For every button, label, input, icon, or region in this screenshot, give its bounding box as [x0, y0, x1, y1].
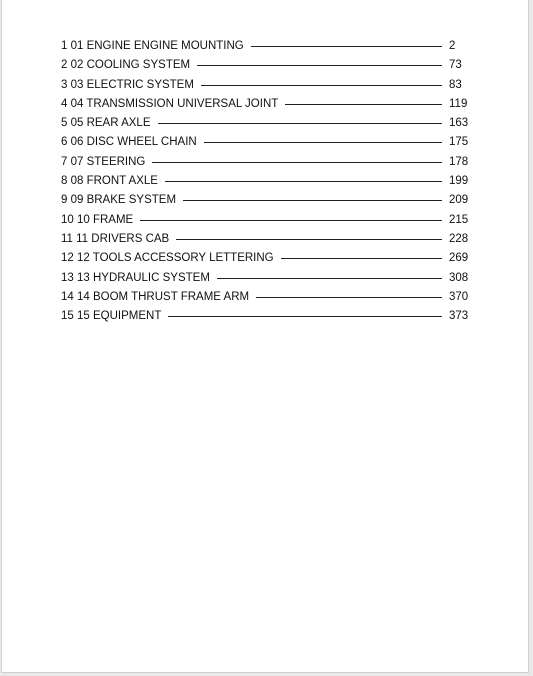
toc-entry-title: 8 08 FRONT AXLE [61, 175, 158, 188]
toc-leader-line [165, 181, 442, 182]
toc-leader-line [251, 46, 442, 47]
toc-entry-title: 3 03 ELECTRIC SYSTEM [61, 78, 194, 91]
toc-leader-line [183, 200, 442, 201]
toc-entry-cooling[interactable] [61, 59, 471, 78]
document-page [1, 0, 529, 673]
toc-leader-line [176, 239, 442, 240]
toc-entry-equipment[interactable] [61, 310, 471, 329]
toc-entry-brake[interactable] [61, 194, 471, 213]
toc-leader-line [197, 65, 442, 66]
table-of-contents [61, 40, 471, 329]
toc-leader-line [204, 142, 442, 143]
toc-leader-line [217, 278, 442, 279]
toc-entry-page: 215 [449, 213, 469, 226]
toc-entry-hydraulic[interactable] [61, 272, 471, 291]
toc-entry-boom[interactable] [61, 291, 471, 310]
toc-entry-page: 73 [449, 59, 462, 72]
toc-entry-page: 163 [449, 117, 469, 130]
toc-leader-line [152, 162, 442, 163]
toc-entry-drivers-cab[interactable] [61, 233, 471, 252]
toc-entry-page: 83 [449, 78, 462, 91]
toc-leader-line [256, 297, 442, 298]
toc-entry-title: 4 04 TRANSMISSION UNIVERSAL JOINT [61, 97, 279, 110]
toc-entry-page: 228 [449, 232, 469, 245]
toc-entry-title: 2 02 COOLING SYSTEM [61, 59, 191, 72]
toc-entry-title: 9 09 BRAKE SYSTEM [61, 194, 177, 207]
toc-entry-page: 2 [449, 40, 456, 52]
toc-entry-title: 5 05 REAR AXLE [61, 117, 151, 130]
toc-entry-title: 6 06 DISC WHEEL CHAIN [61, 136, 197, 149]
toc-entry-page: 308 [449, 271, 469, 284]
toc-entry-page: 370 [449, 290, 469, 303]
toc-entry-page: 178 [449, 155, 469, 168]
toc-entry-steering[interactable] [61, 156, 471, 175]
toc-entry-page: 175 [449, 136, 469, 149]
toc-entry-engine[interactable] [61, 40, 471, 59]
toc-entry-title: 10 10 FRAME [61, 213, 134, 226]
toc-entry-page: 119 [449, 97, 468, 110]
toc-leader-line [281, 258, 442, 259]
toc-leader-line [201, 85, 442, 86]
toc-entry-title: 7 07 STEERING [61, 155, 146, 168]
toc-entry-frame[interactable] [61, 214, 471, 233]
toc-leader-line [168, 316, 442, 317]
toc-entry-tools[interactable] [61, 252, 471, 271]
toc-entry-disc-wheel[interactable] [61, 136, 471, 155]
toc-entry-title: 11 11 DRIVERS CAB [61, 232, 170, 245]
toc-entry-rear-axle[interactable] [61, 117, 471, 136]
toc-entry-title: 13 13 HYDRAULIC SYSTEM [61, 271, 210, 284]
toc-entry-electric[interactable] [61, 79, 471, 98]
toc-entry-page: 209 [449, 194, 469, 207]
toc-entry-title: 12 12 TOOLS ACCESSORY LETTERING [61, 252, 274, 265]
toc-entry-title: 14 14 BOOM THRUST FRAME ARM [61, 290, 250, 303]
toc-entry-page: 199 [449, 175, 469, 188]
toc-leader-line [140, 220, 442, 221]
toc-entry-page: 373 [449, 310, 469, 323]
toc-entry-title: 15 15 EQUIPMENT [61, 310, 162, 323]
toc-entry-title: 1 01 ENGINE ENGINE MOUNTING [61, 40, 244, 52]
toc-entry-page: 269 [449, 252, 469, 265]
toc-leader-line [285, 104, 442, 105]
toc-entry-transmission[interactable] [61, 98, 471, 117]
toc-entry-front-axle[interactable] [61, 175, 471, 194]
toc-leader-line [158, 123, 443, 124]
